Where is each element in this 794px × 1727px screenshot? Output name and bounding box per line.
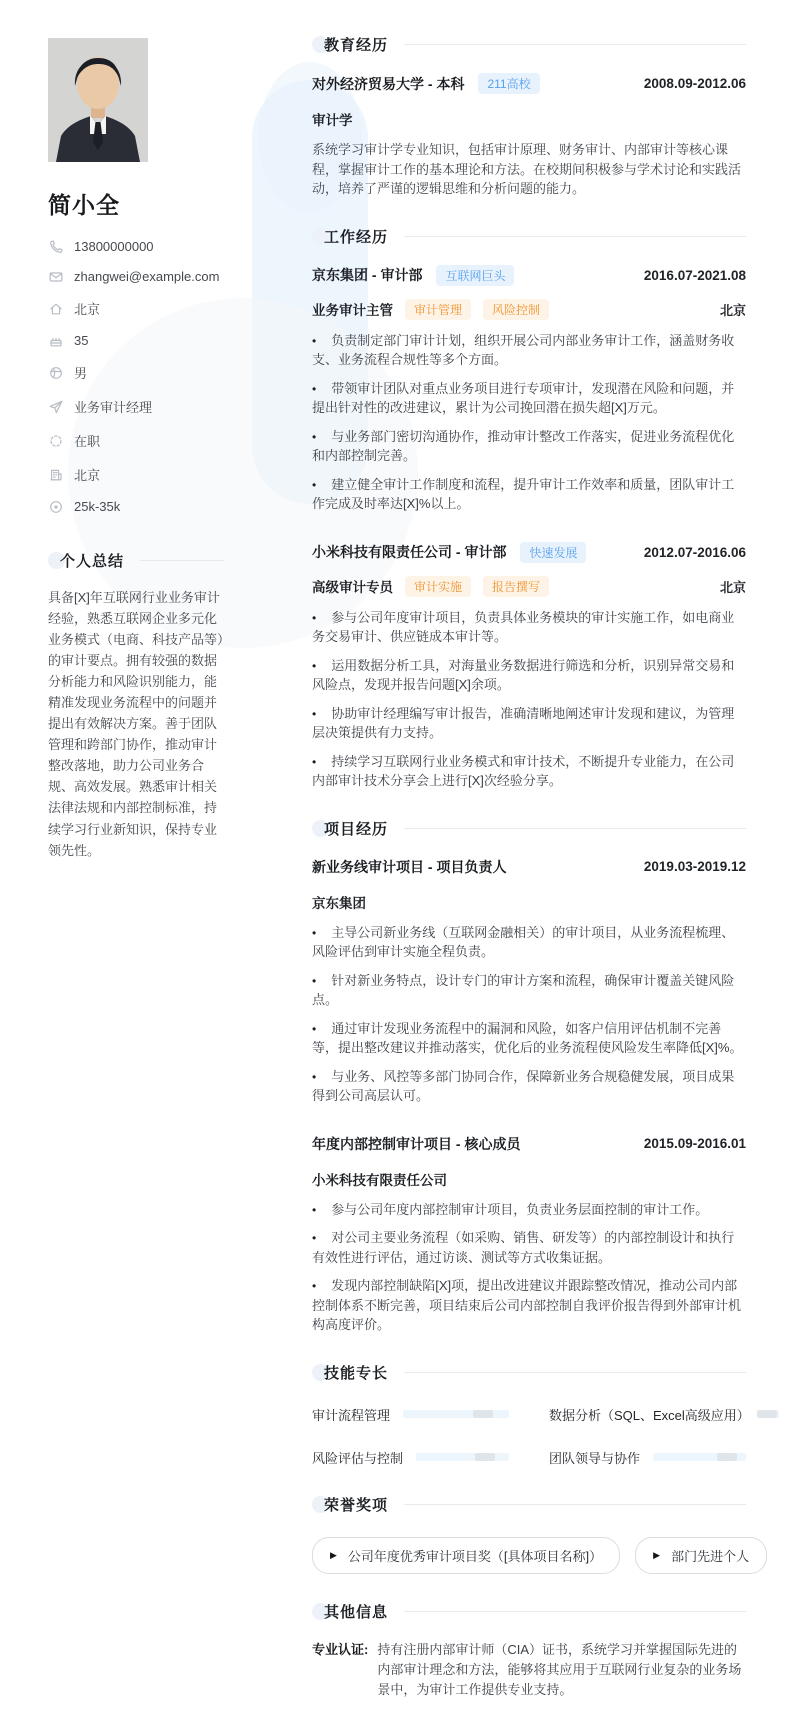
age-icon <box>48 333 63 348</box>
contact-value: 业务审计经理 <box>74 400 153 415</box>
skill-level-indicator <box>475 1453 495 1461</box>
project-bullets <box>312 923 746 1106</box>
work-title: 工作经历 <box>324 228 389 246</box>
job-location: 北京 <box>719 302 746 318</box>
skill-level-indicator <box>473 1410 493 1418</box>
section-header <box>312 34 746 55</box>
contact-value: 35 <box>74 333 89 348</box>
contact-location <box>48 299 224 318</box>
education-entry <box>312 73 746 199</box>
skill-bar <box>416 1453 509 1461</box>
education-section <box>312 34 746 199</box>
skill-name: 风险评估与控制 <box>312 1450 404 1466</box>
bullet: • 针对新业务特点，设计专门的审计方案和流程，确保审计覆盖关键风险点。 <box>312 971 746 1010</box>
bullet: • 发现内部控制缺陷[X]项，提出改进建议并跟踪整改情况，推动公司内部控制体系不断完善，项目结束后公司内部控制自我评价报告得到外部审计机构高度评价。 <box>312 1276 746 1335</box>
bullet: • 参与公司年度内部控制审计项目，负责业务层面控制的审计工作。 <box>312 1200 746 1220</box>
contact-gender <box>48 363 224 382</box>
section-header <box>312 818 746 839</box>
project-date: 2015.09-2016.01 <box>643 1136 746 1151</box>
contact-email <box>48 269 224 284</box>
projects-section <box>312 818 746 1335</box>
contact-value: zhangwei@example.com <box>74 269 220 284</box>
project-entry <box>312 1134 746 1335</box>
honor-label: 部门先进个人 <box>671 1548 750 1564</box>
school-name: 对外经济贸易大学 - 本科 <box>312 75 465 92</box>
section-divider <box>404 1504 746 1505</box>
status-icon <box>48 433 63 448</box>
work-date: 2012.07-2016.06 <box>643 544 746 560</box>
job-role: 业务审计主管 <box>312 303 393 318</box>
summary-title: 个人总结 <box>60 553 125 570</box>
education-description: 系统学习审计学专业知识，包括审计原理、财务审计、内部审计等核心课程，掌握审计工作的基本理论和方法。在校期间积极参与学术讨论和实践活动，培养了严谨的逻辑思维和分析问题的能力。 <box>312 142 742 196</box>
skill-item <box>312 1448 509 1467</box>
personal-summary-section <box>48 550 224 861</box>
gender-icon <box>48 365 63 380</box>
contact-job-status <box>48 431 224 450</box>
phone-icon <box>48 239 63 254</box>
contact-age <box>48 333 224 348</box>
section-header <box>312 1601 746 1622</box>
bullet: • 持续学习互联网行业业务模式和审计技术，不断提升专业能力，在公司内部审计技术分享会上进行[X]次经验分享。 <box>312 752 746 791</box>
main-column <box>312 34 750 1727</box>
project-company: 小米科技有限责任公司 <box>312 1172 447 1188</box>
contact-value: 25k-35k <box>74 499 121 514</box>
section-header <box>48 550 224 571</box>
skill-item <box>549 1448 746 1467</box>
skills-section <box>312 1362 750 1467</box>
section-divider <box>404 44 746 45</box>
project-entry <box>312 857 746 1106</box>
contact-value: 13800000000 <box>74 239 154 254</box>
project-name: 新业务线审计项目 - 项目负责人 <box>312 858 507 875</box>
school-tag: 211高校 <box>478 73 539 94</box>
email-icon <box>48 269 63 284</box>
bullet: • 运用数据分析工具，对海量业务数据进行筛选和分析，识别异常交易和风险点，发现并报告问题[X]余项。 <box>312 656 746 695</box>
work-entry <box>312 542 746 791</box>
certification-block <box>312 1640 746 1700</box>
skill-name: 审计流程管理 <box>312 1407 391 1423</box>
honor-pill <box>312 1537 620 1574</box>
home-icon <box>48 301 63 316</box>
bullet: • 协助审计经理编写审计报告，准确清晰地阐述审计发现和建议，为管理层决策提供有力支持。 <box>312 704 746 743</box>
company-tag: 快速发展 <box>520 542 586 563</box>
honor-pill <box>635 1537 767 1574</box>
section-header <box>312 226 746 247</box>
work-date: 2016.07-2021.08 <box>643 267 746 283</box>
honors-section <box>312 1494 750 1574</box>
section-divider <box>404 828 746 829</box>
education-date: 2008.09-2012.06 <box>643 76 746 91</box>
skill-name: 数据分析（SQL、Excel高级应用） <box>549 1407 750 1423</box>
company-name: 小米科技有限责任公司 - 审计部 <box>312 544 507 560</box>
certification-label: 专业认证: <box>312 1641 369 1657</box>
bullet: • 主导公司新业务线（互联网金融相关）的审计项目，从业务流程梳理、风险评估到审计实施全程负责。 <box>312 923 746 962</box>
section-header <box>312 1362 746 1383</box>
skills-title: 技能专长 <box>324 1364 389 1382</box>
project-bullets <box>312 1200 746 1335</box>
section-divider <box>404 236 746 237</box>
work-bullets <box>312 608 746 791</box>
bullet: • 负责制定部门审计计划，组织开展公司内部业务审计工作，涵盖财务收支、业务流程合规性等多个方面。 <box>312 331 746 370</box>
skill-item <box>549 1405 750 1424</box>
bullet: • 参与公司年度审计项目，负责具体业务模块的审计实施工作，如电商业务交易审计、供应链成本审计等。 <box>312 608 746 647</box>
job-role: 高级审计专员 <box>312 580 393 595</box>
certification-text: 持有注册内部审计师（CIA）证书，系统学习并掌握国际先进的内部审计理念和方法，能够将其应用于互联网行业复杂的业务场景中，为审计工作提供专业支持。 <box>377 1641 742 1697</box>
section-divider <box>140 560 224 561</box>
other-info-section <box>312 1601 746 1700</box>
portrait-image <box>48 38 148 162</box>
bullet: • 与业务、风控等多部门协同合作，保障新业务合规稳健发展，项目成果得到公司高层认可。 <box>312 1067 746 1106</box>
city-icon <box>48 467 63 482</box>
skill-name: 团队领导与协作 <box>549 1450 641 1466</box>
skill-level-indicator <box>757 1410 777 1418</box>
contact-desired-position <box>48 397 224 416</box>
other-info-title: 其他信息 <box>324 1603 389 1621</box>
company-tag: 互联网巨头 <box>436 265 514 286</box>
education-title: 教育经历 <box>324 37 389 54</box>
bullet: • 建立健全审计工作制度和流程，提升审计工作效率和质量，团队审计工作完成及时率达[X]%以上。 <box>312 475 746 514</box>
honor-label: 公司年度优秀审计项目奖（[具体项目名称]） <box>347 1548 603 1564</box>
skill-bar <box>763 1410 779 1418</box>
major: 审计学 <box>312 113 353 128</box>
skill-bar <box>653 1453 746 1461</box>
sidebar <box>48 38 224 861</box>
bullet: • 对公司主要业务流程（如采购、销售、研发等）的内部控制设计和执行有效性进行评估，通过访谈、测试等方式收集证据。 <box>312 1228 746 1267</box>
profile-photo <box>48 38 148 162</box>
skill-level-indicator <box>717 1453 737 1461</box>
candidate-name: 简小全 <box>48 192 120 218</box>
contact-salary <box>48 499 224 514</box>
project-company: 京东集团 <box>312 895 366 911</box>
position-icon <box>48 399 63 414</box>
play-icon: ▶ <box>653 1549 661 1560</box>
work-bullets <box>312 331 746 514</box>
contact-value: 北京 <box>74 302 101 317</box>
work-section <box>312 226 746 791</box>
summary-text: 具备[X]年互联网行业业务审计经验，熟悉互联网企业多元化业务模式（电商、科技产品等）的审计要点。拥有较强的数据分析能力和风险识别能力，能精准发现业务流程中的问题并提出有效解决方案。善于团队管理和跨部门协作，推动审计整改落地，助力公司业务合规、高效发展。熟悉审计相关法律法规和内部控制标准，持续学习行业新知识，保持专业领先性。 <box>48 590 224 858</box>
projects-title: 项目经历 <box>324 820 389 838</box>
role-tag: 审计实施 <box>405 576 471 597</box>
role-tag: 风险控制 <box>483 299 549 320</box>
skill-bar <box>403 1410 509 1418</box>
skills-grid <box>312 1405 750 1467</box>
contact-list <box>48 239 224 514</box>
section-divider <box>404 1611 746 1612</box>
section-header <box>312 1494 746 1515</box>
company-name: 京东集团 - 审计部 <box>312 267 423 283</box>
play-icon: ▶ <box>330 1549 337 1560</box>
contact-value: 男 <box>74 366 88 381</box>
honors-title: 荣誉奖项 <box>324 1496 389 1514</box>
skill-item <box>312 1405 509 1424</box>
role-tag: 报告撰写 <box>483 576 549 597</box>
contact-city <box>48 465 224 484</box>
job-location: 北京 <box>719 579 746 595</box>
work-entry <box>312 265 746 514</box>
project-name: 年度内部控制审计项目 - 核心成员 <box>312 1135 521 1152</box>
contact-value: 北京 <box>74 468 101 483</box>
salary-icon <box>48 499 63 514</box>
contact-phone <box>48 239 224 254</box>
role-tag: 审计管理 <box>405 299 471 320</box>
project-date: 2019.03-2019.12 <box>643 859 746 874</box>
bullet: • 与业务部门密切沟通协作，推动审计整改工作落实，促进业务流程优化和内部控制完善。 <box>312 427 746 466</box>
section-divider <box>404 1372 746 1373</box>
contact-value: 在职 <box>74 434 101 449</box>
bullet: • 通过审计发现业务流程中的漏洞和风险，如客户信用评估机制不完善等，提出整改建议并推动落实，优化后的业务流程使风险发生率降低[X]%。 <box>312 1019 746 1058</box>
honor-pills <box>312 1537 750 1574</box>
bullet: • 带领审计团队对重点业务项目进行专项审计，发现潜在风险和问题，并提出针对性的改进建议，累计为公司挽回潜在损失超[X]万元。 <box>312 379 746 418</box>
